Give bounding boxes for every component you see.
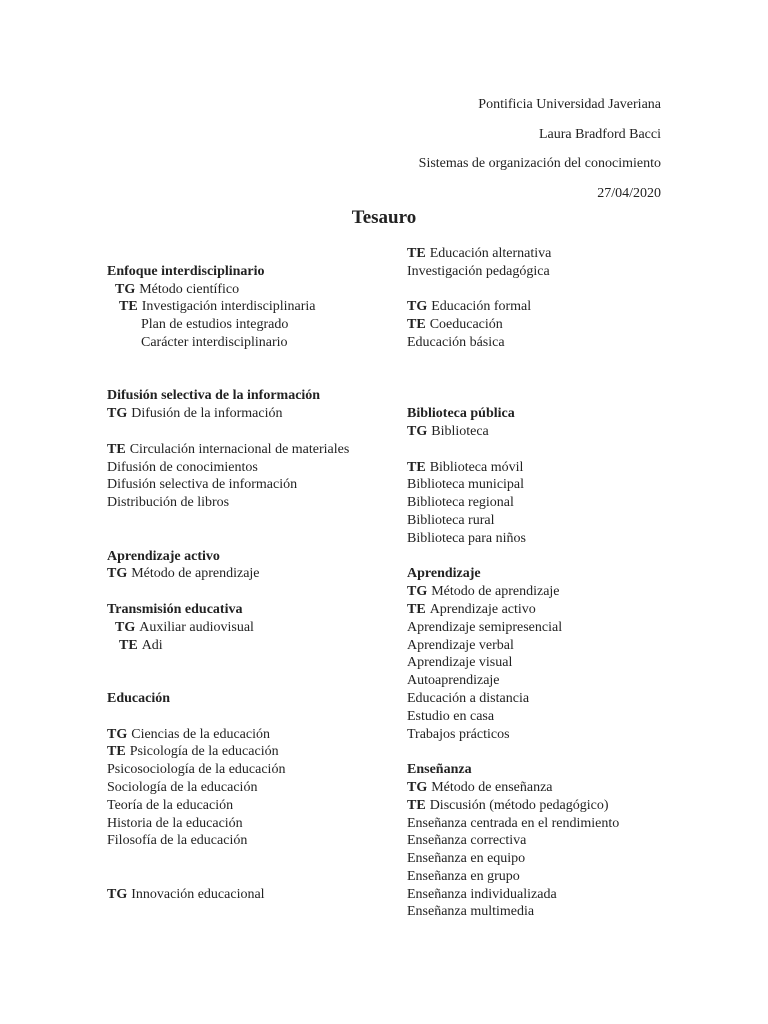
term-text: Educación a distancia xyxy=(407,690,530,706)
blank-line xyxy=(407,370,707,388)
relation-label: TE xyxy=(119,299,138,315)
relation-label: TE xyxy=(407,797,426,813)
term-text: Biblioteca rural xyxy=(407,512,495,528)
term-text: Educación básica xyxy=(407,334,505,350)
term-text: Ciencias de la educación xyxy=(131,726,271,742)
term-entry xyxy=(407,868,707,886)
term-text: Biblioteca regional xyxy=(407,495,514,511)
term-entry xyxy=(107,886,397,904)
relation-label: TE xyxy=(107,744,126,760)
term-text: Autoaprendizaje xyxy=(407,673,500,689)
term-entry xyxy=(407,583,707,601)
blank-line xyxy=(107,850,397,868)
blank-line xyxy=(407,352,707,370)
term-text: Difusión de la información xyxy=(131,406,283,422)
term-entry xyxy=(107,441,397,459)
term-text: Plan de estudios integrado xyxy=(141,317,289,333)
term-text: Investigación pedagógica xyxy=(407,263,550,279)
term-text: Filosofía de la educación xyxy=(107,833,248,849)
term-text: Innovación educacional xyxy=(131,886,265,902)
term-entry xyxy=(407,815,707,833)
term-text: Investigación interdisciplinaria xyxy=(141,299,316,315)
document-header xyxy=(419,90,661,208)
term-entry xyxy=(107,459,397,477)
term-text: Distribución de libros xyxy=(107,495,230,511)
term-text: Biblioteca municipal xyxy=(407,477,525,493)
term-text: Teoría de la educación xyxy=(107,797,234,813)
term-entry xyxy=(107,779,397,797)
term-heading: Transmisión educativa xyxy=(107,601,243,617)
term-heading: Biblioteca pública xyxy=(407,406,515,422)
term-text: Sociología de la educación xyxy=(107,779,258,795)
term-text: Biblioteca xyxy=(431,423,489,439)
blank-line xyxy=(107,530,397,548)
relation-label: TG xyxy=(115,619,136,635)
term-entry xyxy=(407,850,707,868)
term-entry xyxy=(407,601,707,619)
term-entry xyxy=(407,797,707,815)
relation-label: TG xyxy=(115,281,136,297)
blank-line xyxy=(107,708,397,726)
relation-label: TG xyxy=(107,886,128,902)
term-text: Psicología de la educación xyxy=(129,744,279,760)
blank-line xyxy=(107,352,397,370)
term-text: Aprendizaje verbal xyxy=(407,637,514,653)
term-text: Enseñanza en grupo xyxy=(407,868,520,884)
term-text: Enseñanza multimedia xyxy=(407,904,535,920)
term-entry xyxy=(107,316,397,334)
blank-line xyxy=(107,370,397,388)
term-heading: Aprendizaje xyxy=(407,566,481,582)
term-entry xyxy=(107,832,397,850)
thesaurus-left-column xyxy=(107,245,397,903)
term-heading: Enfoque interdisciplinario xyxy=(107,263,265,279)
term-text: Carácter interdisciplinario xyxy=(141,334,288,350)
term-text: Auxiliar audiovisual xyxy=(139,619,254,635)
term-text: Aprendizaje visual xyxy=(407,655,513,671)
term-text: Estudio en casa xyxy=(407,708,495,724)
relation-label: TE xyxy=(107,441,126,457)
blank-line xyxy=(407,281,707,299)
term-entry xyxy=(407,886,707,904)
term-text: Difusión de conocimientos xyxy=(107,459,258,475)
term-heading: Difusión selectiva de la información xyxy=(107,388,321,404)
term-entry xyxy=(407,476,707,494)
term-entry xyxy=(107,797,397,815)
term-entry xyxy=(107,298,397,316)
term-text: Método de enseñanza xyxy=(431,779,553,795)
term-text: Educación alternativa xyxy=(429,246,552,261)
term-text: Enseñanza individualizada xyxy=(407,886,557,902)
term-entry xyxy=(407,298,707,316)
blank-line xyxy=(407,548,707,566)
term-entry xyxy=(107,476,397,494)
blank-line xyxy=(107,672,397,690)
term-text: Educación formal xyxy=(431,299,532,315)
blank-line xyxy=(107,654,397,672)
relation-label: TE xyxy=(119,637,138,653)
term-entry xyxy=(407,708,707,726)
term-text: Enseñanza correctiva xyxy=(407,833,527,849)
blank-line xyxy=(407,387,707,405)
document-title: Tesauro xyxy=(351,207,417,228)
term-entry xyxy=(407,832,707,850)
term-entry xyxy=(407,726,707,744)
term-text: Método de aprendizaje xyxy=(131,566,260,582)
author-name: Laura Bradford Bacci xyxy=(538,126,661,142)
blank-line xyxy=(107,245,397,263)
term-entry xyxy=(407,245,707,263)
relation-label: TE xyxy=(407,246,426,261)
term-entry xyxy=(107,743,397,761)
term-text: Historia de la educación xyxy=(107,815,243,831)
blank-line xyxy=(407,743,707,761)
term-entry xyxy=(107,565,397,583)
relation-label: TG xyxy=(107,406,128,422)
term-entry xyxy=(107,637,397,655)
term-text: Enseñanza centrada en el rendimiento xyxy=(407,815,620,831)
relation-label: TE xyxy=(407,459,426,475)
term-entry xyxy=(407,619,707,637)
term-text: Difusión selectiva de información xyxy=(107,477,298,493)
term-text: Enseñanza en equipo xyxy=(407,851,526,867)
term-text: Biblioteca móvil xyxy=(429,459,524,475)
term-entry xyxy=(107,494,397,512)
course-name: Sistemas de organización del conocimiento xyxy=(418,156,661,171)
relation-label: TE xyxy=(407,317,426,333)
term-entry xyxy=(107,619,397,637)
term-text: Aprendizaje activo xyxy=(429,601,536,617)
term-text: Adi xyxy=(141,637,163,653)
term-entry xyxy=(407,654,707,672)
document-date: 27/04/2020 xyxy=(597,185,661,201)
term-text: Método científico xyxy=(139,281,240,297)
term-entry xyxy=(107,815,397,833)
blank-line xyxy=(107,423,397,441)
term-text: Método de aprendizaje xyxy=(431,584,560,600)
term-text: Aprendizaje semipresencial xyxy=(407,619,563,635)
relation-label: TG xyxy=(407,584,428,600)
blank-line xyxy=(107,868,397,886)
term-text: Coeducación xyxy=(429,317,503,333)
term-heading: Educación xyxy=(107,690,171,706)
term-text: Biblioteca para niños xyxy=(407,530,526,546)
relation-label: TG xyxy=(107,726,128,742)
term-entry xyxy=(107,281,397,299)
relation-label: TG xyxy=(107,566,128,582)
term-entry xyxy=(407,263,707,281)
term-entry xyxy=(407,690,707,708)
term-text: Trabajos prácticos xyxy=(407,726,510,742)
term-entry xyxy=(407,423,707,441)
term-text: Psicosociología de la educación xyxy=(107,762,286,778)
term-text: Circulación internacional de materiales xyxy=(129,441,350,457)
term-entry xyxy=(407,530,707,548)
term-entry xyxy=(407,779,707,797)
term-entry xyxy=(107,761,397,779)
thesaurus-right-column xyxy=(407,245,707,921)
university-name: Pontificia Universidad Javeriana xyxy=(478,97,661,112)
term-entry xyxy=(107,334,397,352)
term-entry xyxy=(107,726,397,744)
term-heading: Aprendizaje activo xyxy=(107,548,220,564)
term-entry xyxy=(407,316,707,334)
term-entry xyxy=(407,459,707,477)
term-heading: Enseñanza xyxy=(407,762,472,778)
term-entry xyxy=(407,903,707,921)
relation-label: TG xyxy=(407,779,428,795)
term-text: Discusión (método pedagógico) xyxy=(429,797,609,813)
relation-label: TG xyxy=(407,299,428,315)
relation-label: TG xyxy=(407,423,428,439)
term-entry xyxy=(107,405,397,423)
term-entry xyxy=(407,494,707,512)
term-entry xyxy=(407,637,707,655)
blank-line xyxy=(107,512,397,530)
term-entry xyxy=(407,334,707,352)
blank-line xyxy=(407,441,707,459)
term-entry xyxy=(407,672,707,690)
blank-line xyxy=(107,583,397,601)
relation-label: TE xyxy=(407,601,426,617)
term-entry xyxy=(407,512,707,530)
